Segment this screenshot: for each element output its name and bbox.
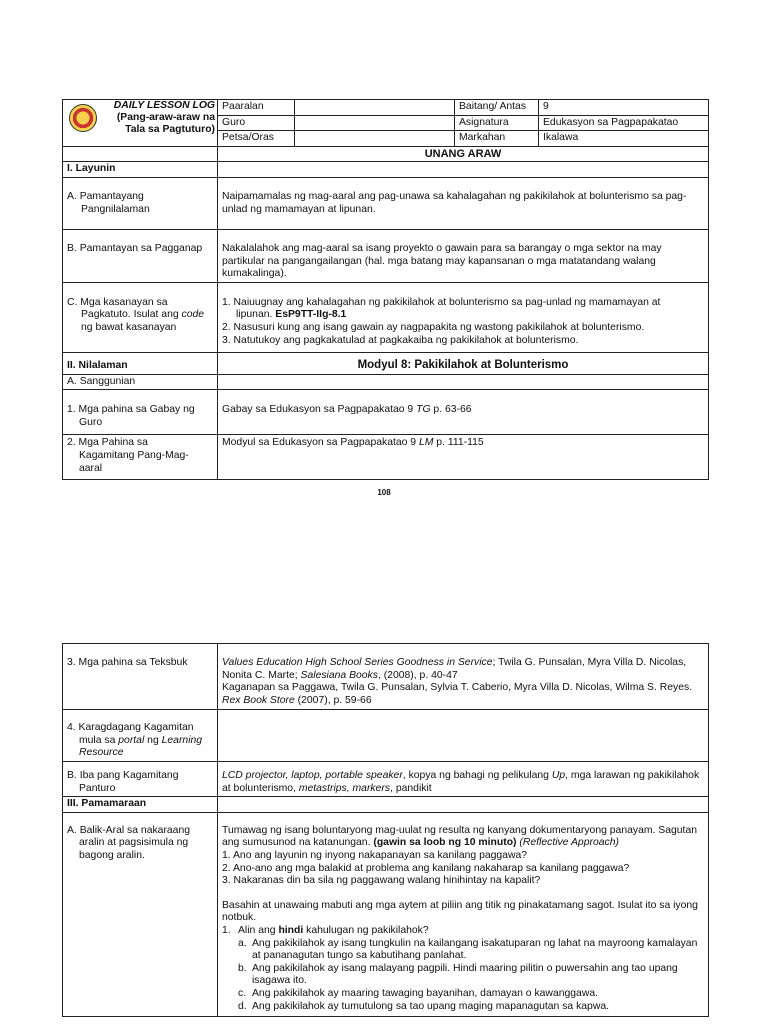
dll-subtitle-1: (Pang-araw-araw na — [116, 112, 215, 123]
deped-seal-icon — [69, 104, 97, 132]
option-b: Ang pakikilahok ay isang malayang pagpili. Hindi maaring pilitin o puwersahin ang tao upang isagawa ito. — [252, 962, 678, 987]
section-pamamaraan: III. Pamamaraan — [63, 797, 218, 813]
day-title: UNANG ARAW — [218, 146, 709, 162]
label-teksbuk: 3. Mga pahina sa Teksbuk — [63, 644, 218, 710]
option-c: Ang pakikilahok ay maaring tawaging bayanihan, damayan o kawanggawa. — [252, 987, 599, 999]
dll-subtitle-2: Tala sa Pagtuturo) — [125, 124, 215, 135]
label-guro: Guro — [218, 115, 295, 131]
section-layunin: I. Layunin — [63, 162, 218, 178]
label-sanggunian: A. Sanggunian — [63, 374, 218, 390]
text-kasanayan: 1. Naiuugnay ang kahalagahan ng pakikilahok at bolunterismo sa pag-unlad ng mamamayan at lipunan. EsP9TT-IIg-8.1 2. Nasusuri kung ang isang gawain ay nagpapakita ng wastong pakikilahok at bolunterismo. 3. Natutukoy ang pagkakatulad at pagkakaiba ng pakikilahok at bolunterismo. — [218, 282, 709, 352]
label-paaralan: Paaralan — [218, 100, 295, 116]
value-paaralan — [295, 100, 455, 116]
value-petsa — [295, 131, 455, 147]
text-pamantayang-pangnilalaman: Naipamamalas ng mag-aaral ang pag-unawa sa kahalagahan ng pakikilahok at bolunterismo sa pag-unlad ng mamamayan at lipunan. — [218, 177, 709, 229]
label-asignatura: Asignatura — [455, 115, 539, 131]
competency-code: EsP9TT-IIg-8.1 — [275, 309, 347, 321]
value-baitang: 9 — [539, 100, 709, 116]
dll-header-cell — [63, 100, 218, 147]
empty-cell — [218, 374, 709, 390]
text-gabay-guro: Gabay sa Edukasyon sa Pagpapakatao 9 TG p. 63-66 — [218, 390, 709, 435]
label-kagamitang-mag-aaral: 2. Mga Pahina sa Kagamitang Pang-Mag- aaral — [63, 435, 218, 480]
label-iba-pang-kagamitan: B. Iba pang Kagamitang Panturo — [63, 762, 218, 797]
value-markahan: Ikalawa — [539, 131, 709, 147]
modyul-title: Modyul 8: Pakikilahok at Bolunterismo — [218, 352, 709, 374]
label-kasanayan: C. Mga kasanayan sa Pagkatuto. Isulat ang code ng bawat kasanayan — [63, 282, 218, 352]
label-gabay-guro: 1. Mga pahina sa Gabay ng Guro — [63, 390, 218, 435]
text-pamantayan-pagganap: Nakalalahok ang mag-aaral sa isang proyekto o gawain para sa barangay o mga sektor na may partikular na pangangailangan (hal. mga batang may kapansanan o mga matatandang walang kumakalinga). — [218, 229, 709, 282]
label-karagdagang-kagamitan: 4. Karagdagang Kagamitan mula sa portal ng Learning Resource — [63, 710, 218, 762]
empty-cell — [218, 162, 709, 178]
value-guro — [295, 115, 455, 131]
empty-cell — [63, 146, 218, 162]
label-baitang: Baitang/ Antas — [455, 100, 539, 116]
section-nilalaman: II. Nilalaman — [63, 352, 218, 374]
page-number: 108 — [377, 488, 391, 497]
lesson-log-table-page1 — [62, 99, 709, 480]
text-balik-aral: Tumawag ng isang boluntaryong mag-uulat ng resulta ng kanyang dokumentaryong panayam. Sagutan ang sumusunod na katanungan. (gawin sa loob ng 10 minuto) (Reflective Approach) 1. Ano ang layunin ng inyong nakapanayan sa kanilang paggawa? 2. Ano-ano ang mga balakid at problema ang kanilang nakaharap sa kanilang paggawa? 3. Nakaranas din ba sila ng paggawang walang hinihintay na kapalit? Basahin at unawaing mabuti ang mga aytem at piliin ang titik ng pinakatamang sagot. Isulat ito sa iyong notbuk. 1. Alin ang hindi kahulugan ng pakikilahok? a. Ang pakikilahok ay isang tungkulin na kailangang isakatuparan ng lahat na mayroong kamalayan at pananagutan tungo sa kabutihang panlahat. b. Ang pakikilahok ay isang malayang pagpili. Hindi maaring pilitin o puwersahin ang tao upang isagawa ito. c. Ang pakikilahok ay maaring tawaging bayanihan, damayan o kawanggawa. d. Ang pakikilahok ay tumutulong sa tao upang maging mapanagutan sa kapwa. — [218, 812, 709, 1016]
label-balik-aral: A. Balik-Aral sa nakaraang aralin at pagsisimula ng bagong aralin. — [63, 812, 218, 1016]
text-kagamitang-mag-aaral: Modyul sa Edukasyon sa Pagpapakatao 9 LM p. 111-115 — [218, 435, 709, 480]
text-iba-pang-kagamitan: LCD projector, laptop, portable speaker, kopya ng bahagi ng pelikulang Up, mga larawan ng pakikilahok at bolunterismo, metastrips, markers, pandikit — [218, 762, 709, 797]
empty-cell — [218, 710, 709, 762]
option-a: Ang pakikilahok ay isang tungkulin na kailangang isakatuparan ng lahat na mayroong kamalayan at pananagutan tungo sa kabutihang panlahat. — [252, 937, 698, 962]
dll-title: DAILY LESSON LOG — [113, 100, 215, 111]
lesson-log-table-page2 — [62, 643, 709, 1017]
text-teksbuk: Values Education High School Series Goodness in Service; Twila G. Punsalan, Myra Villa D. Nicolas, Nonita C. Marte; Salesiana Books, (2008), p. 40-47 Kaganapan sa Paggawa, Twila G. Punsalan, Sylvia T. Caberio, Myra Villa D. Nicolas, Wilma S. Reyes. Rex Book Store (2007), p. 59-66 — [218, 644, 709, 710]
label-petsa: Petsa/Oras — [218, 131, 295, 147]
empty-cell — [218, 797, 709, 813]
option-d: Ang pakikilahok ay tumutulong sa tao upang maging mapanagutan sa kapwa. — [252, 1000, 609, 1012]
label-markahan: Markahan — [455, 131, 539, 147]
label-pamantayan-pagganap: B. Pamantayan sa Pagganap — [63, 229, 218, 282]
label-pamantayang-pangnilalaman: A. Pamantayang Pangnilalaman — [63, 177, 218, 229]
value-asignatura: Edukasyon sa Pagpapakatao — [539, 115, 709, 131]
